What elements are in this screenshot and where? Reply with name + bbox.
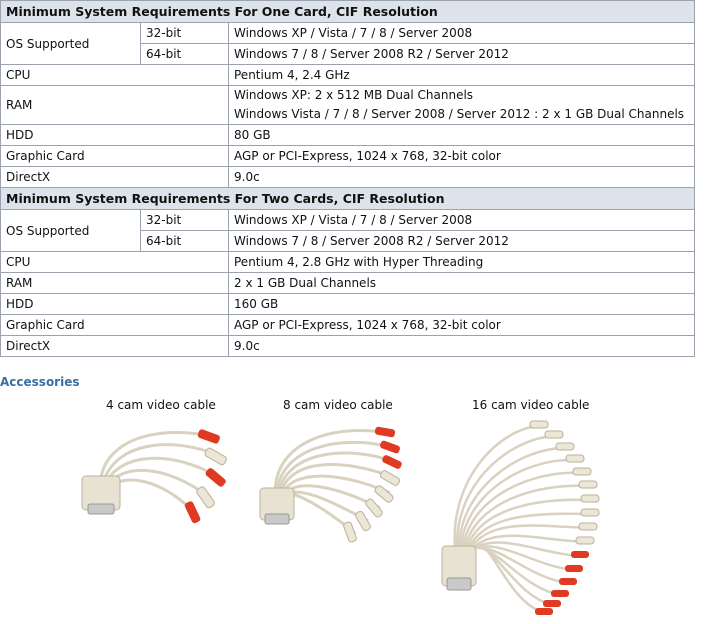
hdd-value: 160 GB bbox=[229, 294, 695, 315]
os-32bit-label: 32-bit bbox=[141, 23, 229, 44]
os-64bit-value: Windows 7 / 8 / Server 2008 R2 / Server 2012 bbox=[229, 44, 695, 65]
table-row bbox=[1, 252, 695, 273]
os-32bit-value: Windows XP / Vista / 7 / 8 / Server 2008 bbox=[229, 23, 695, 44]
cable-16cam-image bbox=[430, 418, 620, 618]
table-row bbox=[1, 336, 695, 357]
caption-16cam: 16 cam video cable bbox=[472, 398, 590, 412]
table-row bbox=[1, 315, 695, 336]
graphic-card-value: AGP or PCI-Express, 1024 x 768, 32-bit color bbox=[229, 146, 695, 167]
section2-title: Minimum System Requirements For Two Cards, CIF Resolution bbox=[1, 188, 695, 210]
os-64bit-value: Windows 7 / 8 / Server 2008 R2 / Server 2012 bbox=[229, 231, 695, 252]
table-row bbox=[1, 86, 695, 125]
os-label: OS Supported bbox=[1, 210, 141, 252]
caption-4cam: 4 cam video cable bbox=[106, 398, 216, 412]
directx-label: DirectX bbox=[1, 167, 229, 188]
cpu-value: Pentium 4, 2.8 GHz with Hyper Threading bbox=[229, 252, 695, 273]
section1-title: Minimum System Requirements For One Card, CIF Resolution bbox=[1, 1, 695, 23]
cpu-label: CPU bbox=[1, 252, 229, 273]
caption-8cam: 8 cam video cable bbox=[283, 398, 393, 412]
hdd-label: HDD bbox=[1, 125, 229, 146]
directx-value: 9.0c bbox=[229, 336, 695, 357]
os-label: OS Supported bbox=[1, 23, 141, 65]
os-32bit-value: Windows XP / Vista / 7 / 8 / Server 2008 bbox=[229, 210, 695, 231]
table-row bbox=[1, 125, 695, 146]
cable-4cam-image bbox=[70, 418, 260, 538]
os-32bit-label: 32-bit bbox=[141, 210, 229, 231]
cable-8cam-image bbox=[250, 418, 420, 548]
ram-value: 2 x 1 GB Dual Channels bbox=[229, 273, 695, 294]
hdd-value: 80 GB bbox=[229, 125, 695, 146]
table-row bbox=[1, 65, 695, 86]
table-row bbox=[1, 294, 695, 315]
table-row bbox=[1, 273, 695, 294]
ram-value bbox=[229, 86, 695, 125]
cpu-value: Pentium 4, 2.4 GHz bbox=[229, 65, 695, 86]
graphic-card-value: AGP or PCI-Express, 1024 x 768, 32-bit color bbox=[229, 315, 695, 336]
directx-label: DirectX bbox=[1, 336, 229, 357]
graphic-card-label: Graphic Card bbox=[1, 146, 229, 167]
os-64bit-label: 64-bit bbox=[141, 231, 229, 252]
cpu-label: CPU bbox=[1, 65, 229, 86]
ram-value-line: Windows Vista / 7 / 8 / Server 2008 / Server 2012 : 2 x 1 GB Dual Channels bbox=[234, 107, 685, 121]
ram-label: RAM bbox=[1, 86, 229, 125]
ram-value-line: Windows XP: 2 x 512 MB Dual Channels bbox=[234, 88, 474, 102]
table-row bbox=[1, 23, 695, 44]
section1-header-row bbox=[1, 1, 695, 23]
table-row bbox=[1, 210, 695, 231]
ram-label: RAM bbox=[1, 273, 229, 294]
accessories-title: Accessories bbox=[0, 375, 80, 389]
table-row bbox=[1, 167, 695, 188]
directx-value: 9.0c bbox=[229, 167, 695, 188]
os-64bit-label: 64-bit bbox=[141, 44, 229, 65]
section2-header-row bbox=[1, 188, 695, 210]
graphic-card-label: Graphic Card bbox=[1, 315, 229, 336]
table-row bbox=[1, 146, 695, 167]
hdd-label: HDD bbox=[1, 294, 229, 315]
